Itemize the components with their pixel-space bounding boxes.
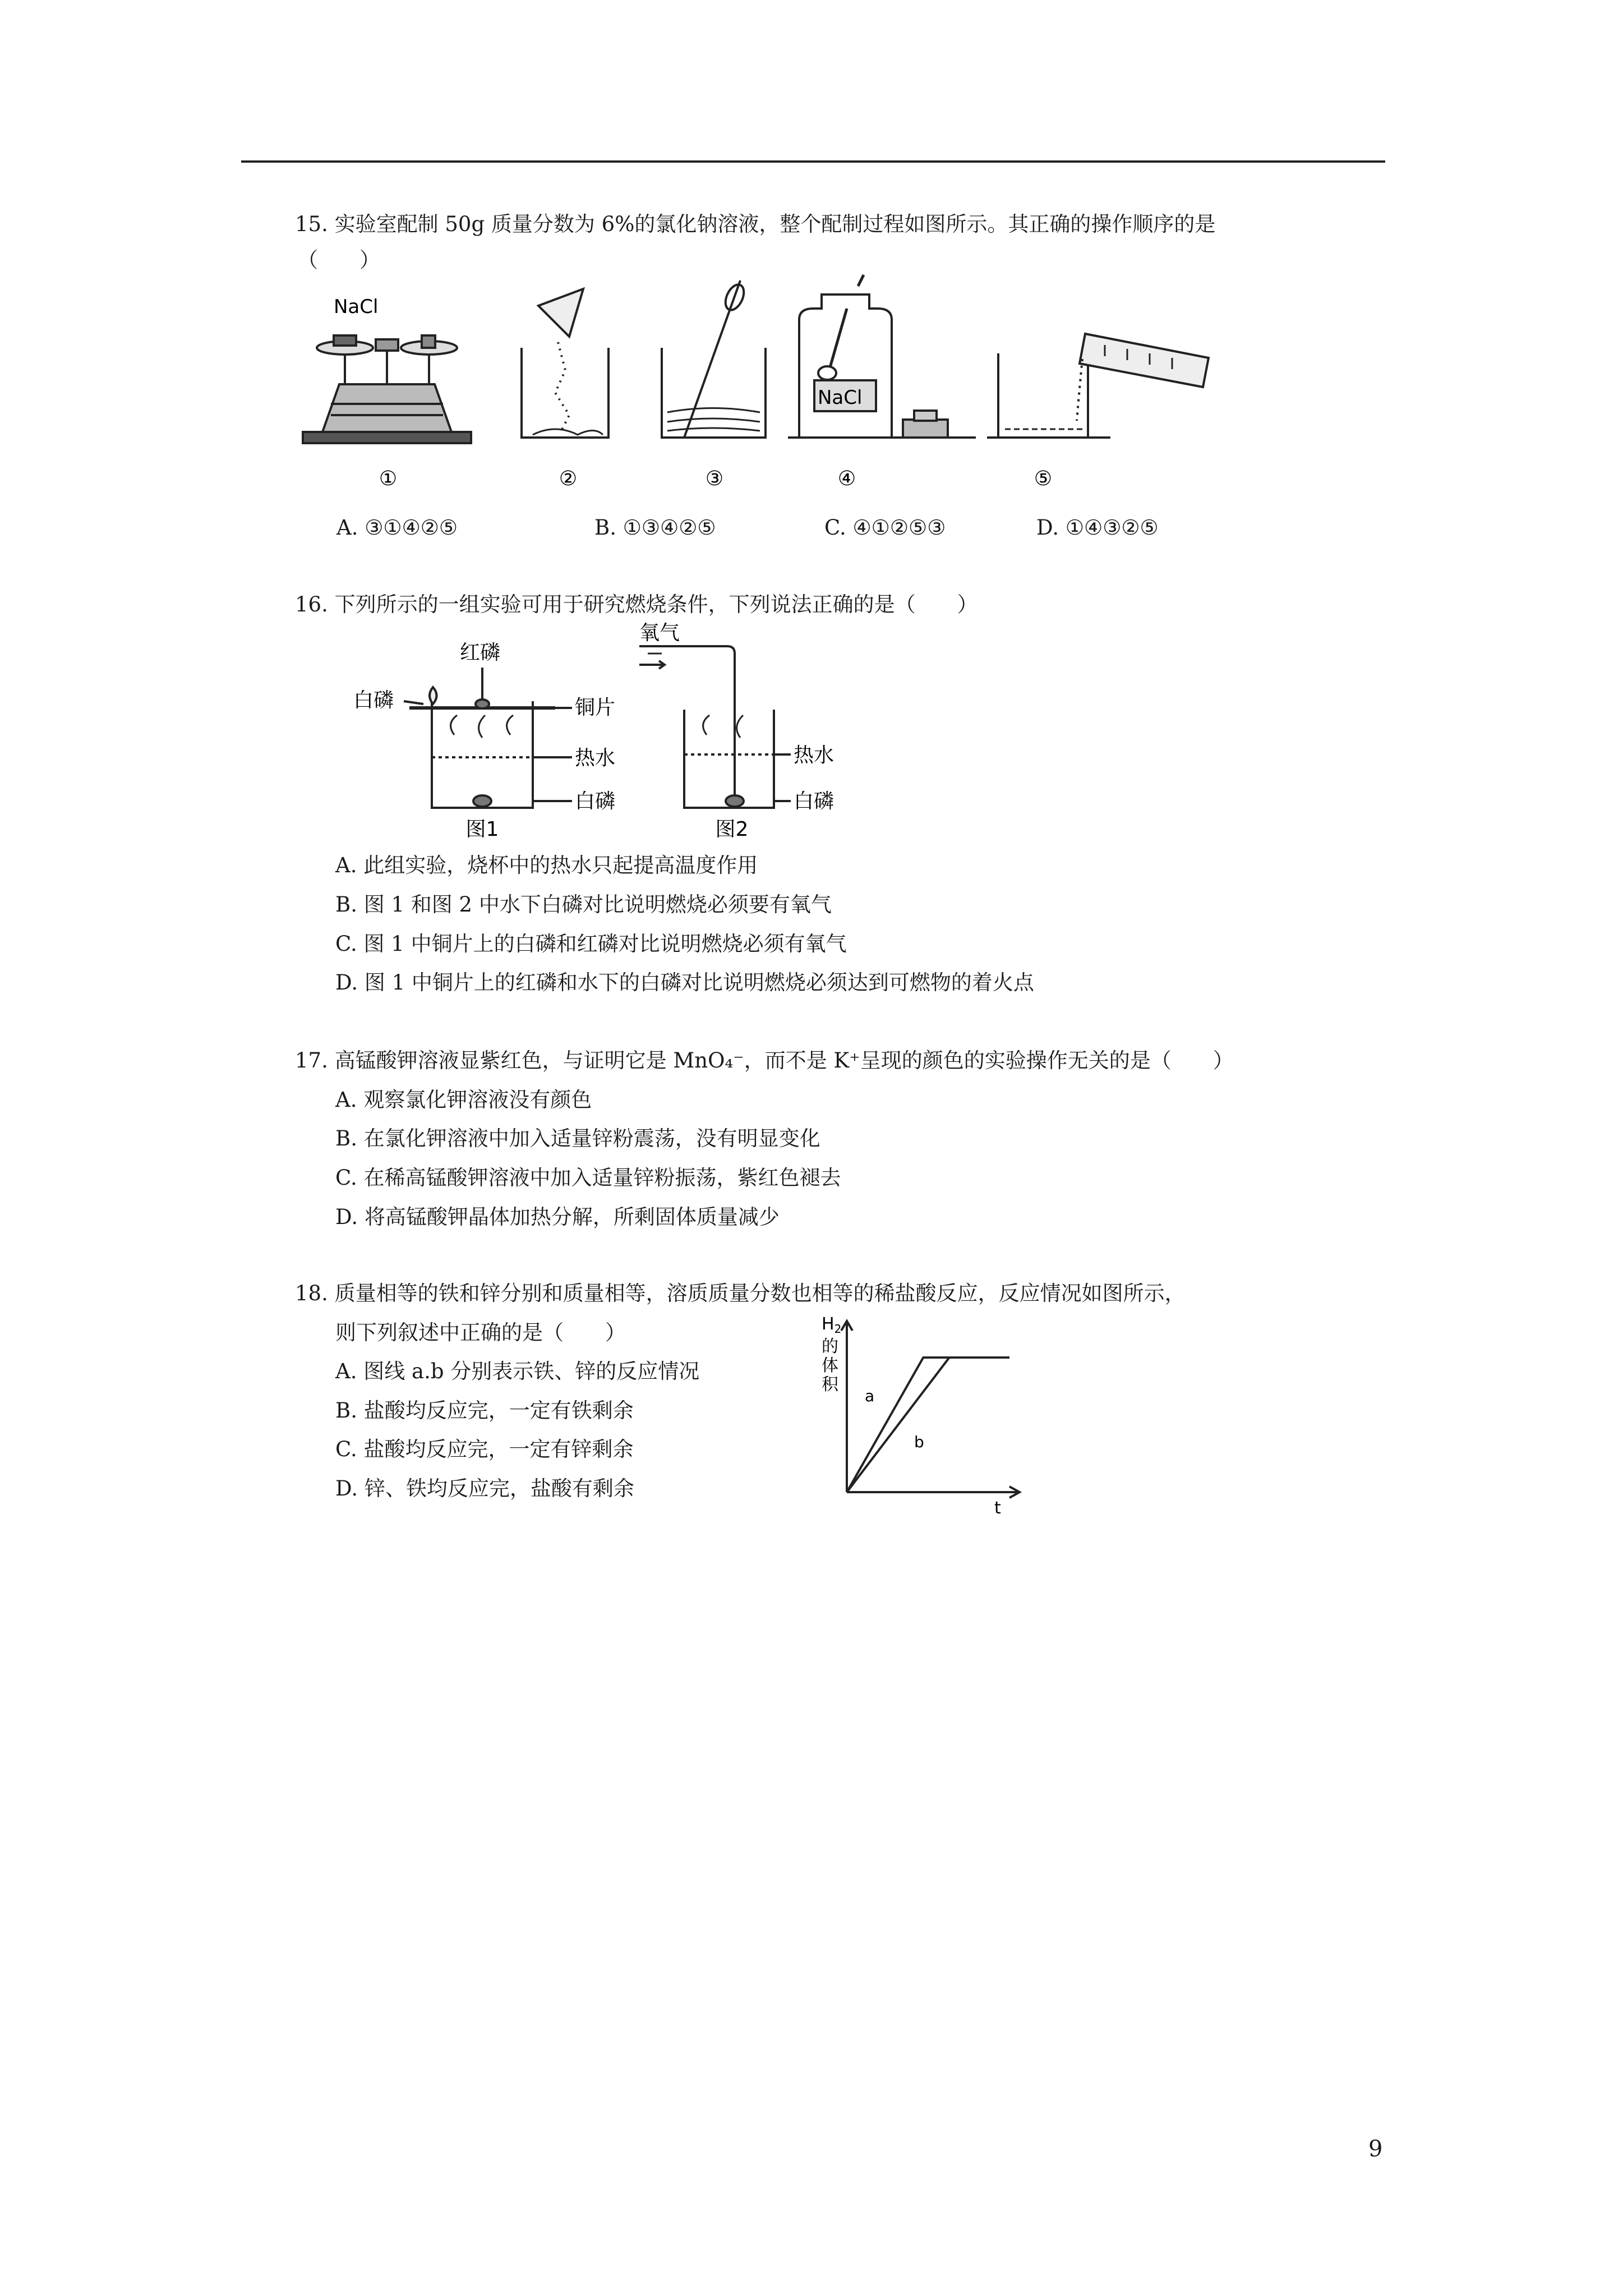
- fig1-red-phosphorus: 红磷: [460, 641, 501, 664]
- q18-option-a: A. 图线 a.b 分别表示铁、锌的反应情况: [335, 1359, 700, 1383]
- fig1-hot-water: 热水: [575, 747, 616, 770]
- y-label-char-2: 体: [822, 1356, 838, 1375]
- q15-option-b: B. ①③④②⑤: [594, 516, 716, 540]
- q16-option-d: D. 图 1 中铜片上的红磷和水下的白磷对比说明燃烧必须达到可燃物的着火点: [335, 970, 1034, 995]
- fig2-oxygen: 氧气: [639, 622, 680, 645]
- page-number: 9: [1368, 2136, 1383, 2162]
- balance-icon: [303, 335, 471, 443]
- q17-option-b: B. 在氯化钾溶液中加入适量锌粉震荡，没有明显变化: [335, 1126, 820, 1151]
- q15-option-d: D. ①④③②⑤: [1036, 516, 1159, 540]
- fig1-white-phosphorus-top: 白磷: [353, 689, 394, 712]
- q15-figure: [292, 275, 1245, 499]
- q17-option-a: A. 观察氯化钾溶液没有颜色: [335, 1088, 592, 1112]
- fig2-caption: 图2: [715, 818, 749, 841]
- q16-option-a: A. 此组实验，烧杯中的热水只起提高温度作用: [335, 853, 758, 877]
- header-rule: [241, 160, 1385, 163]
- q18-stem-2: 则下列叙述中正确的是（ ）: [335, 1320, 626, 1345]
- q18-stem: 18. 质量相等的铁和锌分别和质量相等，溶质质量分数也相等的稀盐酸反应，反应情况如图所示，: [295, 1281, 1186, 1305]
- fig2-white-phosphorus: 白磷: [794, 790, 834, 813]
- q16-option-b: B. 图 1 和图 2 中水下白磷对比说明燃烧必须要有氧气: [335, 892, 832, 917]
- y-axis-label: [822, 1337, 839, 1395]
- q17-option-d: D. 将高锰酸钾晶体加热分解，所剩固体质量减少: [335, 1205, 780, 1229]
- q15-nacl-label: NaCl: [334, 296, 379, 318]
- step-label-1: ①: [379, 467, 398, 490]
- q17-option-c: C. 在稀高锰酸钾溶液中加入适量锌粉振荡，紫红色褪去: [335, 1166, 841, 1190]
- y-axis-label-h2: $H_2$: [822, 1314, 842, 1336]
- stirring-beaker-icon: [662, 280, 766, 438]
- fig1-white-phosphorus-bottom: 白磷: [575, 790, 616, 813]
- q16-option-c: C. 图 1 中铜片上的白磷和红磷对比说明燃烧必须有氧气: [335, 932, 847, 956]
- q15-nacl-bottle-label: NaCl: [818, 386, 863, 409]
- graduated-cylinder-icon: [987, 334, 1209, 438]
- q15-stem: 15. 实验室配制 50g 质量分数为 6%的氯化钠溶液，整个配制过程如图所示。其正确的操作顺序的是: [295, 212, 1216, 236]
- q15-option-c: C. ④①②⑤③: [824, 516, 946, 540]
- reagent-bottle-icon: [788, 275, 976, 438]
- q18-option-c: C. 盐酸均反应完，一定有锌剩余: [335, 1437, 634, 1461]
- q18-chart: [802, 1313, 1038, 1520]
- y-label-char-1: 的: [822, 1337, 838, 1356]
- line-a-label: a: [865, 1387, 875, 1405]
- series-line-b: [847, 1358, 1009, 1492]
- step-label-2: ②: [559, 467, 578, 490]
- q18-option-d: D. 锌、铁均反应完，盐酸有剩余: [335, 1476, 634, 1501]
- line-b-label: b: [914, 1433, 924, 1451]
- fig1-copper: 铜片: [575, 696, 616, 719]
- q15-option-a: A. ③①④②⑤: [336, 516, 458, 540]
- fig1-apparatus-icon: [404, 668, 572, 808]
- q17-stem: 17. 高锰酸钾溶液显紫红色，与证明它是 MnO₄⁻，而不是 K⁺呈现的颜色的实验操作无关的是（ ）: [295, 1048, 1234, 1073]
- fig2-apparatus-icon: [639, 646, 791, 808]
- q15-paren: （ ）: [297, 248, 380, 272]
- y-label-char-3: 积: [822, 1375, 838, 1395]
- q18-option-b: B. 盐酸均反应完，一定有铁剩余: [335, 1398, 634, 1423]
- step-label-3: ③: [705, 467, 724, 490]
- q16-figure: [348, 623, 852, 841]
- fig1-caption: 图1: [465, 818, 499, 841]
- series-line-a: [847, 1358, 1009, 1492]
- step-label-5: ⑤: [1034, 467, 1053, 490]
- beaker-icon: [522, 289, 608, 438]
- q16-stem: 16. 下列所示的一组实验可用于研究燃烧条件，下列说法正确的是（ ）: [295, 592, 978, 616]
- fig2-hot-water: 热水: [794, 744, 834, 767]
- x-axis-label: t: [994, 1498, 1001, 1518]
- step-label-4: ④: [837, 467, 856, 490]
